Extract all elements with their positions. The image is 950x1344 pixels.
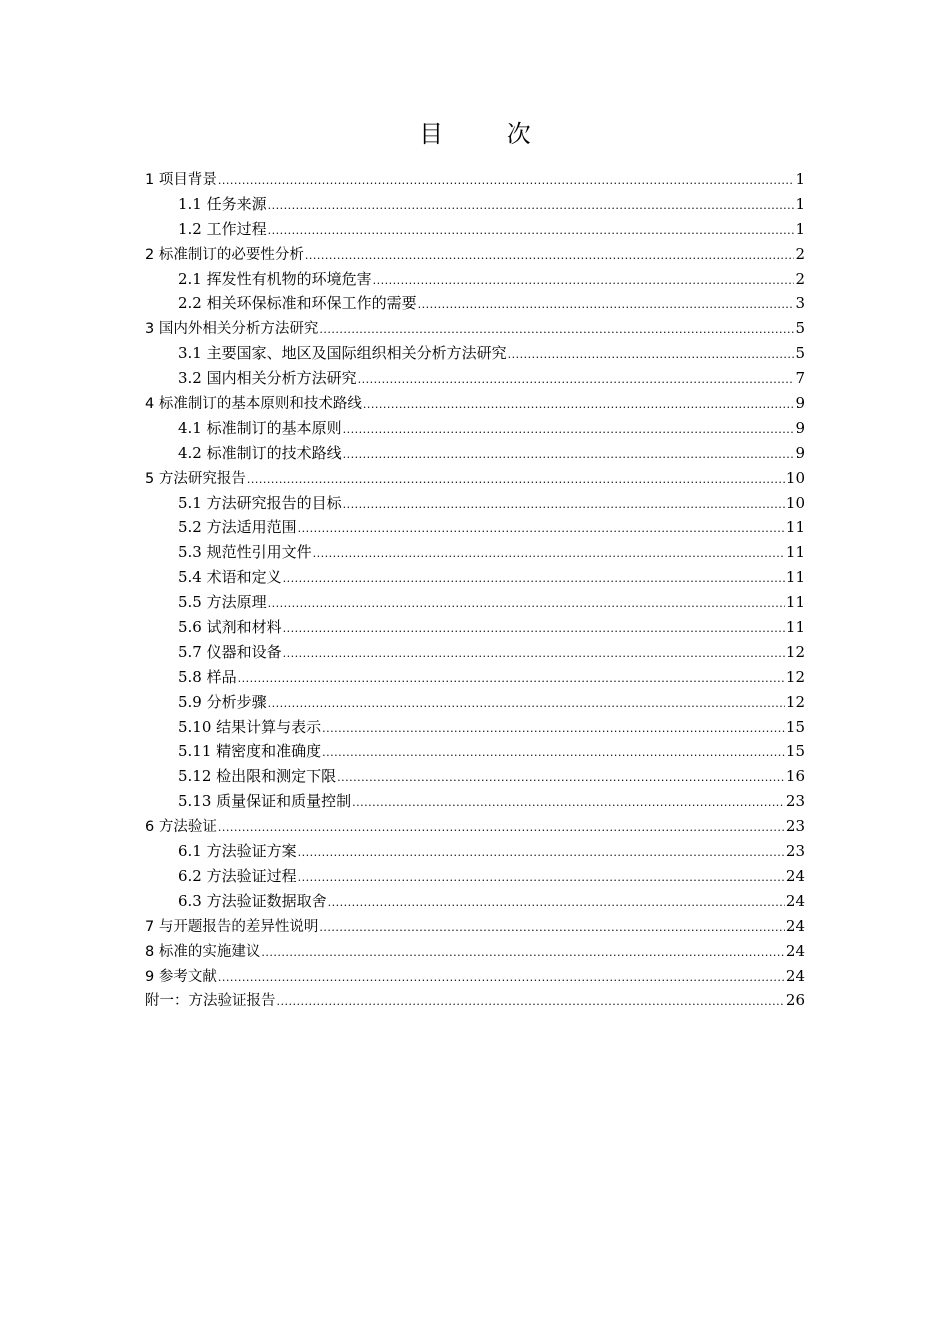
toc-entry[interactable] [145,889,805,914]
toc-entry-label: 3.1 主要国家、地区及国际组织相关分析方法研究 [178,344,507,363]
toc-entry[interactable] [145,590,805,615]
toc-entry[interactable] [145,167,805,192]
toc-entry-label: 5 方法研究报告 [145,470,246,487]
toc-entry[interactable] [145,416,805,441]
toc-entry-page: 10 [785,493,805,512]
toc-leader-dots [373,269,795,294]
toc-entry-label: 5.13 质量保证和质量控制 [178,792,352,811]
toc-leader-dots [268,219,795,244]
toc-entry-page: 24 [785,941,805,960]
toc-entry-page: 24 [785,866,805,885]
toc-entry[interactable] [145,192,805,217]
toc-leader-dots [352,791,785,816]
toc-entry-page: 1 [795,194,805,213]
toc-leader-dots [358,368,795,393]
toc-entry-page: 12 [785,642,805,661]
toc-entry-page: 5 [795,319,805,338]
toc-entry-label: 2.1 挥发性有机物的环境危害 [178,269,372,288]
toc-leader-dots [305,244,795,269]
toc-entry-label: 2 标准制订的必要性分析 [145,246,304,263]
toc-entry[interactable] [145,267,805,292]
toc-entry[interactable] [145,540,805,565]
toc-leader-dots [247,468,785,493]
toc-entry-label: 3.2 国内相关分析方法研究 [178,369,357,388]
toc-leader-dots [283,642,785,667]
toc-entry-label: 5.6 试剂和材料 [178,618,282,637]
toc-entry-page: 1 [795,170,805,188]
toc-entry[interactable] [145,242,805,267]
toc-entry-page: 2 [795,244,805,263]
toc-title: 目 次 [419,120,559,148]
toc-entry-label: 5.2 方法适用范围 [178,518,297,537]
toc-leader-dots [322,717,785,742]
toc-entry[interactable] [145,839,805,864]
toc-leader-dots [268,692,785,717]
toc-entry-label: 4.2 标准制订的技术路线 [178,443,342,462]
toc-entry-page: 9 [795,418,805,437]
toc-entry-label: 5.11 精密度和准确度 [178,742,322,761]
toc-entry-page: 3 [795,294,805,313]
toc-leader-dots [238,667,785,692]
toc-entry-label: 5.7 仪器和设备 [178,642,282,661]
toc-entry-page: 7 [795,369,805,388]
toc-leader-dots [298,841,785,866]
toc-leader-dots [218,169,795,194]
toc-entry[interactable] [145,764,805,789]
toc-entry[interactable] [145,939,805,964]
toc-leader-dots [218,816,785,841]
toc-entry-label: 8 标准的实施建议 [145,943,261,960]
toc-entry[interactable] [145,491,805,516]
toc-leader-dots [283,617,785,642]
toc-entry-page: 23 [785,817,805,836]
toc-leader-dots [322,741,785,766]
toc-leader-dots [418,293,795,318]
toc-leader-dots [268,592,785,617]
toc-entry-label: 6.1 方法验证方案 [178,842,297,861]
toc-leader-dots [328,891,785,916]
toc-entry-label: 7 与开题报告的差异性说明 [145,918,319,935]
toc-leader-dots [343,493,785,518]
toc-leader-dots [298,517,785,542]
toc-leader-dots [298,866,785,891]
toc-entry-label: 6.3 方法验证数据取舍 [178,891,327,910]
toc-entry[interactable] [145,316,805,341]
toc-leader-dots [337,766,785,791]
toc-entry-label: 5.9 分析步骤 [178,692,267,711]
toc-entry[interactable] [145,690,805,715]
toc-entry-label: 附一：方法验证报告 [145,993,276,1010]
toc-entry[interactable] [145,964,805,989]
toc-entry-label: 1.1 任务来源 [178,194,267,213]
toc-entry[interactable] [145,217,805,242]
toc-leader-dots [363,393,795,418]
toc-entry-label: 6.2 方法验证过程 [178,866,297,885]
toc-entry-label: 6 方法验证 [145,819,217,836]
toc-entry-label: 5.3 规范性引用文件 [178,543,312,562]
toc-entry-page: 11 [785,593,805,612]
toc-entry[interactable] [145,441,805,466]
toc-entry[interactable] [145,789,805,814]
toc-entry-page: 15 [785,742,805,761]
toc-entry[interactable] [145,341,805,366]
toc-entry[interactable] [145,391,805,416]
toc-entry-page: 12 [785,692,805,711]
toc-entry[interactable] [145,864,805,889]
toc-entry[interactable] [145,988,805,1013]
toc-leader-dots [319,916,785,941]
toc-entry-page: 2 [795,269,805,288]
toc-entry[interactable] [145,565,805,590]
toc-entry-page: 11 [785,618,805,637]
toc-entry-page: 9 [795,394,805,413]
toc-entry-page: 15 [785,717,805,736]
toc-leader-dots [343,418,795,443]
toc-entry-label: 5.4 术语和定义 [178,568,282,587]
toc-entry-page: 9 [795,443,805,462]
toc-leader-dots [508,343,795,368]
toc-entry-page: 11 [785,568,805,587]
toc-entry[interactable] [145,739,805,764]
toc-entry[interactable] [145,366,805,391]
toc-entry-label: 5.8 样品 [178,667,237,686]
toc-leader-dots [313,542,785,567]
toc-entry[interactable] [145,715,805,740]
toc-entry-page: 23 [785,842,805,861]
toc-entry-page: 24 [785,966,805,985]
toc-entry-label: 5.12 检出限和测定下限 [178,767,337,786]
toc-entry-page: 23 [785,792,805,811]
toc-entry-page: 12 [785,667,805,686]
toc-entry-label: 9 参考文献 [145,968,217,985]
toc-entry-page: 16 [785,767,805,786]
toc-entry-page: 10 [785,468,805,487]
toc-entry[interactable] [145,665,805,690]
toc-entry-label: 3 国内外相关分析方法研究 [145,321,319,338]
toc-leader-dots [319,318,794,343]
toc-entry-page: 11 [785,543,805,562]
toc-leader-dots [277,990,785,1015]
toc-entry[interactable] [145,814,805,839]
toc-leader-dots [283,567,785,592]
toc-entry-label: 2.2 相关环保标准和环保工作的需要 [178,294,417,313]
toc-leader-dots [218,966,785,991]
toc-entry-page: 5 [795,344,805,363]
toc-entry[interactable] [145,640,805,665]
toc-entry-label: 5.1 方法研究报告的目标 [178,493,342,512]
toc-entry-page: 1 [795,219,805,238]
toc-leader-dots [343,443,795,468]
toc-leader-dots [268,194,795,219]
toc-entry[interactable] [145,914,805,939]
toc-entry-label: 1 项目背景 [145,172,217,188]
toc-entry-page: 24 [785,891,805,910]
toc-entry-label: 4.1 标准制订的基本原则 [178,418,342,437]
toc-entry-label: 5.5 方法原理 [178,593,267,612]
toc-entry[interactable] [145,466,805,491]
toc-entry[interactable] [145,615,805,640]
toc-entry-page: 26 [785,991,805,1010]
toc-entry-page: 11 [785,518,805,537]
toc-entry-label: 1.2 工作过程 [178,219,267,238]
toc-entry-label: 4 标准制订的基本原则和技术路线 [145,396,362,413]
toc-entry[interactable] [145,291,805,316]
toc-entry-label: 5.10 结果计算与表示 [178,717,322,736]
toc-leader-dots [261,941,785,966]
toc-entry[interactable] [145,515,805,540]
toc-entry-page: 24 [785,916,805,935]
toc-list [145,167,805,1013]
